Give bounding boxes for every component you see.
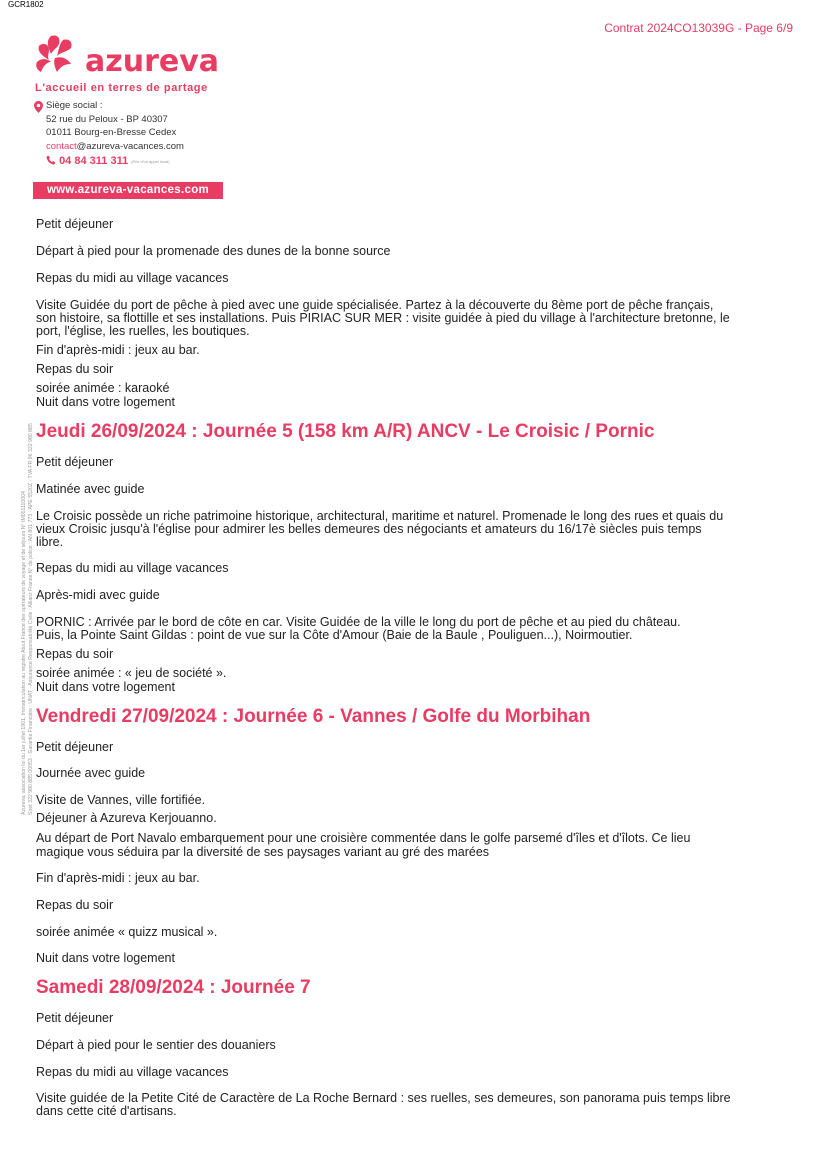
program-line: soirée animée « quizz musical ». <box>36 925 218 939</box>
phone-icon <box>46 155 56 165</box>
program-line: Petit déjeuner <box>36 455 114 469</box>
program-line: Matinée avec guide <box>36 482 145 496</box>
program-line: Visite Guidée du port de pêche à pied avec une guide spécialisée. Partez à la découverte du 8ème port de pêche français, <box>36 298 714 312</box>
program-line: dans cette cité d'artisans. <box>36 1104 177 1118</box>
program-line: Départ à pied pour la promenade des dunes de la bonne source <box>36 244 391 258</box>
day-heading: Jeudi 26/09/2024 : Journée 5 (158 km A/R) ANCV - Le Croisic / Pornic <box>36 421 655 442</box>
program-line: Repas du soir <box>36 362 114 376</box>
program-line: son histoire, sa flottille et ses installations. Puis PIRIAC SUR MER : visite guidée à pied du village à l'architecture bretonne, le <box>36 311 730 325</box>
contact-email[interactable] <box>46 140 184 154</box>
document-code: GCR1802 <box>8 0 44 9</box>
program-line: Après-midi avec guide <box>36 588 160 602</box>
program-line: Petit déjeuner <box>36 1011 114 1025</box>
program-line: Petit déjeuner <box>36 740 114 754</box>
program-line: Le Croisic possède un riche patrimoine historique, architectural, maritime et naturel. Promenade le long des rues et quais du <box>36 509 724 523</box>
contract-page-reference: Contrat 2024CO13039G - Page 6/9 <box>604 21 793 35</box>
program-line: Repas du soir <box>36 647 114 661</box>
program-line: port, l'église, les ruelles, les boutiques. <box>36 324 250 338</box>
program-line: Repas du midi au village vacances <box>36 1065 229 1079</box>
program-line: Repas du midi au village vacances <box>36 561 229 575</box>
program-line: vieux Croisic jusqu'à l'église pour admirer les belles demeures des négociants et amateurs du 16/17è siècles puis temps <box>36 522 702 536</box>
day-heading: Vendredi 27/09/2024 : Journée 6 - Vannes / Golfe du Morbihan <box>36 706 591 727</box>
program-line: Visite guidée de la Petite Cité de Caractère de La Roche Bernard : ses ruelles, ses demeures, son panorama puis temps libre <box>36 1091 731 1105</box>
legal-line-2: Siret 322 980 885 00053 - Garantie Financière : UNAT - Assurance Responsabilité Civile : Allianz France N° de police : AN 801 773 - APE 5520Z - TVA FR 96 322 980 885 <box>28 423 34 815</box>
day-heading: Samedi 28/09/2024 : Journée 7 <box>36 977 311 998</box>
program-line: soirée animée : karaoké <box>36 381 170 395</box>
program-line: soirée animée : « jeu de société ». <box>36 666 227 680</box>
program-line: Départ à pied pour le sentier des douaniers <box>36 1038 276 1052</box>
legal-line-1: Azureva, association loi du 1er juillet 1901, Immatriculation au registre Atout France des opérateurs de voyage et de séjours N° IM001110004 <box>21 491 27 815</box>
brand-name: azureva <box>85 44 220 79</box>
address-line-2: 01011 Bourg-en-Bresse Cedex <box>46 127 177 138</box>
program-line: Nuit dans votre logement <box>36 951 175 965</box>
head-office-address <box>46 99 184 153</box>
program-line: Fin d'après-midi : jeux au bar. <box>36 871 200 885</box>
program-line: Repas du midi au village vacances <box>36 271 229 285</box>
program-line: Journée avec guide <box>36 766 146 780</box>
address-line-1: 52 rue du Peloux - BP 40307 <box>46 113 168 125</box>
phone-note: (Prix d'un appel local) <box>131 158 170 164</box>
program-line: magique vous séduira par la diversité de ses paysages variant au gré des marées <box>36 845 490 859</box>
phone-number[interactable] <box>46 155 170 167</box>
program-line: PORNIC : Arrivée par le bord de côte en car. Visite Guidée de la ville le long du port de pêche et au pied du château. <box>36 615 681 629</box>
location-pin-icon <box>34 101 43 113</box>
program-line: libre. <box>36 535 64 549</box>
program-line: Au départ de Port Navalo embarquement pour une croisière commentée dans le golfe parsemé d'îles et d'îlots. Ce lieu <box>36 831 691 845</box>
program-line: Nuit dans votre logement <box>36 680 175 694</box>
program-line: Repas du soir <box>36 898 114 912</box>
program-line: Fin d'après-midi : jeux au bar. <box>36 343 200 357</box>
email-domain: @azureva-vacances.com <box>76 140 184 152</box>
program-line: Nuit dans votre logement <box>36 395 175 409</box>
address-label: Siège social : <box>46 100 103 111</box>
program-line: Visite de Vannes, ville fortifiée. <box>36 793 206 807</box>
website-banner[interactable]: www.azureva-vacances.com <box>33 182 223 199</box>
program-line: Déjeuner à Azureva Kerjouanno. <box>36 811 217 825</box>
sun-logo-icon <box>33 32 83 80</box>
brand-tagline: L'accueil en terres de partage <box>35 82 208 94</box>
email-user: contact <box>46 140 77 152</box>
program-line: Petit déjeuner <box>36 217 114 231</box>
phone-value: 04 84 311 311 <box>59 155 129 167</box>
program-line: Puis, la Pointe Saint Gildas : point de vue sur la Côte d'Amour (Baie de la Baule , Pouliguen...), Noirmoutier. <box>36 628 633 642</box>
